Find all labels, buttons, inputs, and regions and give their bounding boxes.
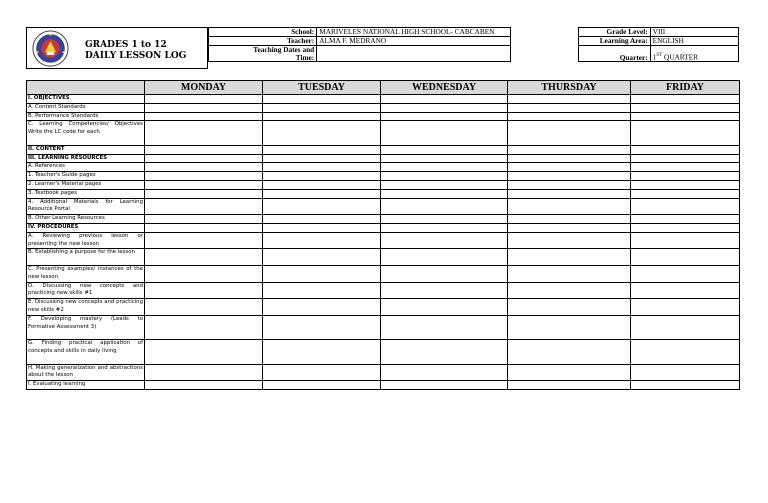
row-label: I. Evaluating learning [27,381,145,390]
learning-area-value: ENGLISH [650,37,738,46]
lesson-cell-friday[interactable] [631,215,740,224]
lesson-cell-thursday[interactable] [508,364,631,381]
grade-level-value: VIII [650,28,738,37]
lesson-cell-tuesday[interactable] [263,180,381,189]
lesson-row [27,299,740,316]
lesson-row [27,249,740,266]
lesson-row [27,180,740,189]
lesson-cell-friday[interactable] [631,282,740,299]
lesson-cell-monday[interactable] [145,145,263,154]
row-label: A. Reviewing previous lesson or presenting the new lesson [27,232,145,249]
section-row [27,145,740,154]
section-row [27,154,740,163]
lesson-cell-wednesday[interactable] [381,189,508,198]
lesson-cell-wednesday[interactable] [381,381,508,390]
lesson-cell-thursday[interactable] [508,381,631,390]
day-header-thursday: THURSDAY [508,81,631,95]
quarter-number: 1 [652,52,657,62]
row-label: A. Content Standards [27,103,145,112]
lesson-row [27,121,740,145]
lesson-cell-monday[interactable] [145,215,263,224]
row-label: IV. PROCEDURES [27,223,145,232]
lesson-cell-wednesday[interactable] [381,172,508,181]
lesson-cell-tuesday[interactable] [263,215,381,224]
lesson-cell-wednesday[interactable] [381,198,508,215]
lesson-row [27,282,740,299]
lesson-cell-friday[interactable] [631,95,740,104]
daily-lesson-log-table [26,80,740,390]
lesson-cell-tuesday[interactable] [263,265,381,282]
quarter-label: Quarter: [579,46,650,62]
lesson-cell-thursday[interactable] [508,249,631,266]
lesson-cell-friday[interactable] [631,180,740,189]
lesson-cell-wednesday[interactable] [381,121,508,145]
lesson-cell-friday[interactable] [631,103,740,112]
school-label: School: [209,28,317,37]
lesson-cell-monday[interactable] [145,198,263,215]
row-label: II. CONTENT [27,145,145,154]
teaching-dates-label-line1: Teaching Dates and [253,45,315,54]
lesson-cell-wednesday[interactable] [381,95,508,104]
teaching-dates-label-line2: Time: [295,52,315,62]
lesson-cell-monday[interactable] [145,265,263,282]
lesson-cell-friday[interactable] [631,299,740,316]
info-gap [510,46,578,62]
lesson-cell-monday[interactable] [145,315,263,339]
lesson-cell-monday[interactable] [145,180,263,189]
row-label: E. Discussing new concepts and practicing new skills #2 [27,299,145,316]
lesson-cell-thursday[interactable] [508,299,631,316]
lesson-cell-thursday[interactable] [508,112,631,121]
lesson-row [27,265,740,282]
quarter-suffix: ST [656,53,663,59]
lesson-row [27,381,740,390]
lesson-cell-wednesday[interactable] [381,112,508,121]
lesson-cell-wednesday[interactable] [381,103,508,112]
lesson-cell-thursday[interactable] [508,340,631,364]
lesson-cell-wednesday[interactable] [381,249,508,266]
lesson-cell-wednesday[interactable] [381,145,508,154]
lesson-cell-monday[interactable] [145,95,263,104]
teacher-value: ALMA F. MEDRANO [317,37,511,46]
day-header-monday: MONDAY [145,81,263,95]
teaching-dates-label [209,46,317,62]
title-block [26,27,208,69]
lesson-cell-friday[interactable] [631,163,740,172]
lesson-cell-wednesday[interactable] [381,180,508,189]
lesson-cell-thursday[interactable] [508,282,631,299]
lesson-cell-friday[interactable] [631,249,740,266]
lesson-cell-friday[interactable] [631,232,740,249]
info-gap [510,28,578,37]
lesson-cell-thursday[interactable] [508,198,631,215]
lesson-cell-friday[interactable] [631,154,740,163]
day-header-wednesday: WEDNESDAY [381,81,508,95]
title-line-1: GRADES 1 to 12 [85,40,167,50]
lesson-cell-tuesday[interactable] [263,163,381,172]
lesson-cell-monday[interactable] [145,340,263,364]
quarter-text: QUARTER [662,52,699,62]
lesson-cell-monday[interactable] [145,103,263,112]
lesson-cell-friday[interactable] [631,172,740,181]
lesson-cell-wednesday[interactable] [381,265,508,282]
row-label: A. References [27,163,145,172]
row-label: 3. Textbook pages [27,189,145,198]
lesson-cell-monday[interactable] [145,299,263,316]
lesson-cell-thursday[interactable] [508,163,631,172]
lesson-cell-friday[interactable] [631,340,740,364]
lesson-cell-monday[interactable] [145,232,263,249]
lesson-row [27,198,740,215]
lesson-cell-monday[interactable] [145,172,263,181]
row-label: I. OBJECTIVES [27,95,145,104]
row-label: B. Performance Standards [27,112,145,121]
lesson-cell-wednesday[interactable] [381,299,508,316]
day-header-row [27,81,740,95]
lesson-cell-tuesday[interactable] [263,340,381,364]
lesson-cell-friday[interactable] [631,189,740,198]
row-label: 2. Learner's Material pages [27,180,145,189]
deped-seal-icon [32,30,69,67]
lesson-cell-monday[interactable] [145,121,263,145]
grade-level-label: Grade Level: [579,28,650,37]
lesson-cell-monday[interactable] [145,112,263,121]
lesson-cell-tuesday[interactable] [263,381,381,390]
lesson-cell-thursday[interactable] [508,154,631,163]
lesson-cell-friday[interactable] [631,315,740,339]
row-label: C. Presenting examples/ instances of the new lesson [27,265,145,282]
row-label: H. Making generalization and abstractions about the lesson [27,364,145,381]
row-label: F. Developing mastery (Leads to Formative Assessment 3) [27,315,145,339]
lesson-cell-friday[interactable] [631,223,740,232]
lesson-cell-friday[interactable] [631,112,740,121]
lesson-cell-wednesday[interactable] [381,315,508,339]
row-label: 4. Additional Materials for Learning Resource Portal [27,198,145,215]
row-label: D. Discussing new concepts and practicing new skills #1 [27,282,145,299]
learning-area-label: Learning Area: [579,37,650,46]
lesson-cell-tuesday[interactable] [263,198,381,215]
lesson-cell-thursday[interactable] [508,315,631,339]
lesson-row [27,315,740,339]
row-label: C. Learning Competencies/ Objectives Write the LC code for each [27,121,145,145]
lesson-row [27,232,740,249]
teaching-dates-value [317,46,511,62]
lesson-cell-wednesday[interactable] [381,282,508,299]
lesson-cell-tuesday[interactable] [263,154,381,163]
row-label: 1. Teacher's Guide pages [27,172,145,181]
lesson-cell-wednesday[interactable] [381,340,508,364]
lesson-cell-thursday[interactable] [508,215,631,224]
lesson-cell-tuesday[interactable] [263,112,381,121]
lesson-row [27,103,740,112]
row-label: B. Establishing a purpose for the lesson [27,249,145,266]
day-header-friday: FRIDAY [631,81,740,95]
lesson-cell-monday[interactable] [145,249,263,266]
lesson-cell-wednesday[interactable] [381,154,508,163]
row-label: G. Finding practical application of concepts and skills in daily living [27,340,145,364]
lesson-row [27,364,740,381]
lesson-cell-thursday[interactable] [508,265,631,282]
lesson-cell-monday[interactable] [145,223,263,232]
lesson-cell-tuesday[interactable] [263,189,381,198]
lesson-cell-monday[interactable] [145,364,263,381]
lesson-cell-tuesday[interactable] [263,95,381,104]
lesson-cell-monday[interactable] [145,381,263,390]
lesson-cell-thursday[interactable] [508,145,631,154]
lesson-cell-wednesday[interactable] [381,232,508,249]
lesson-cell-tuesday[interactable] [263,249,381,266]
lesson-cell-tuesday[interactable] [263,364,381,381]
lesson-row [27,163,740,172]
corner-header-cell [27,81,145,95]
lesson-cell-thursday[interactable] [508,189,631,198]
teacher-label: Teacher: [209,37,317,46]
lesson-cell-wednesday[interactable] [381,364,508,381]
lesson-cell-tuesday[interactable] [263,103,381,112]
lesson-row [27,340,740,364]
lesson-cell-friday[interactable] [631,198,740,215]
lesson-cell-tuesday[interactable] [263,172,381,181]
lesson-cell-monday[interactable] [145,163,263,172]
lesson-cell-thursday[interactable] [508,223,631,232]
lesson-cell-thursday[interactable] [508,172,631,181]
title-line-2: DAILY LESSON LOG [85,51,187,61]
section-row [27,223,740,232]
lesson-log-header [26,27,739,69]
lesson-cell-friday[interactable] [631,364,740,381]
lesson-cell-thursday[interactable] [508,95,631,104]
lesson-row [27,172,740,181]
school-value: MARIVELES NATIONAL HIGH SCHOOL- CABCABEN [317,28,511,37]
lesson-info-table [208,27,739,62]
lesson-cell-wednesday[interactable] [381,163,508,172]
lesson-row [27,112,740,121]
lesson-cell-tuesday[interactable] [263,121,381,145]
lesson-cell-thursday[interactable] [508,121,631,145]
lesson-cell-tuesday[interactable] [263,299,381,316]
lesson-row [27,189,740,198]
lesson-cell-tuesday[interactable] [263,315,381,339]
lesson-cell-friday[interactable] [631,145,740,154]
row-label: III. LEARNING RESOURCES [27,154,145,163]
lesson-cell-monday[interactable] [145,154,263,163]
lesson-row [27,215,740,224]
lesson-cell-friday[interactable] [631,265,740,282]
lesson-cell-friday[interactable] [631,121,740,145]
lesson-cell-tuesday[interactable] [263,232,381,249]
day-header-tuesday: TUESDAY [263,81,381,95]
lesson-cell-monday[interactable] [145,189,263,198]
row-label: B. Other Learning Resources [27,215,145,224]
lesson-cell-wednesday[interactable] [381,223,508,232]
lesson-cell-thursday[interactable] [508,103,631,112]
lesson-cell-tuesday[interactable] [263,145,381,154]
lesson-cell-monday[interactable] [145,282,263,299]
lesson-cell-wednesday[interactable] [381,215,508,224]
lesson-cell-friday[interactable] [631,381,740,390]
lesson-cell-thursday[interactable] [508,180,631,189]
info-gap [510,37,578,46]
lesson-cell-thursday[interactable] [508,232,631,249]
lesson-cell-tuesday[interactable] [263,223,381,232]
section-row [27,95,740,104]
quarter-value [650,46,738,62]
lesson-cell-tuesday[interactable] [263,282,381,299]
